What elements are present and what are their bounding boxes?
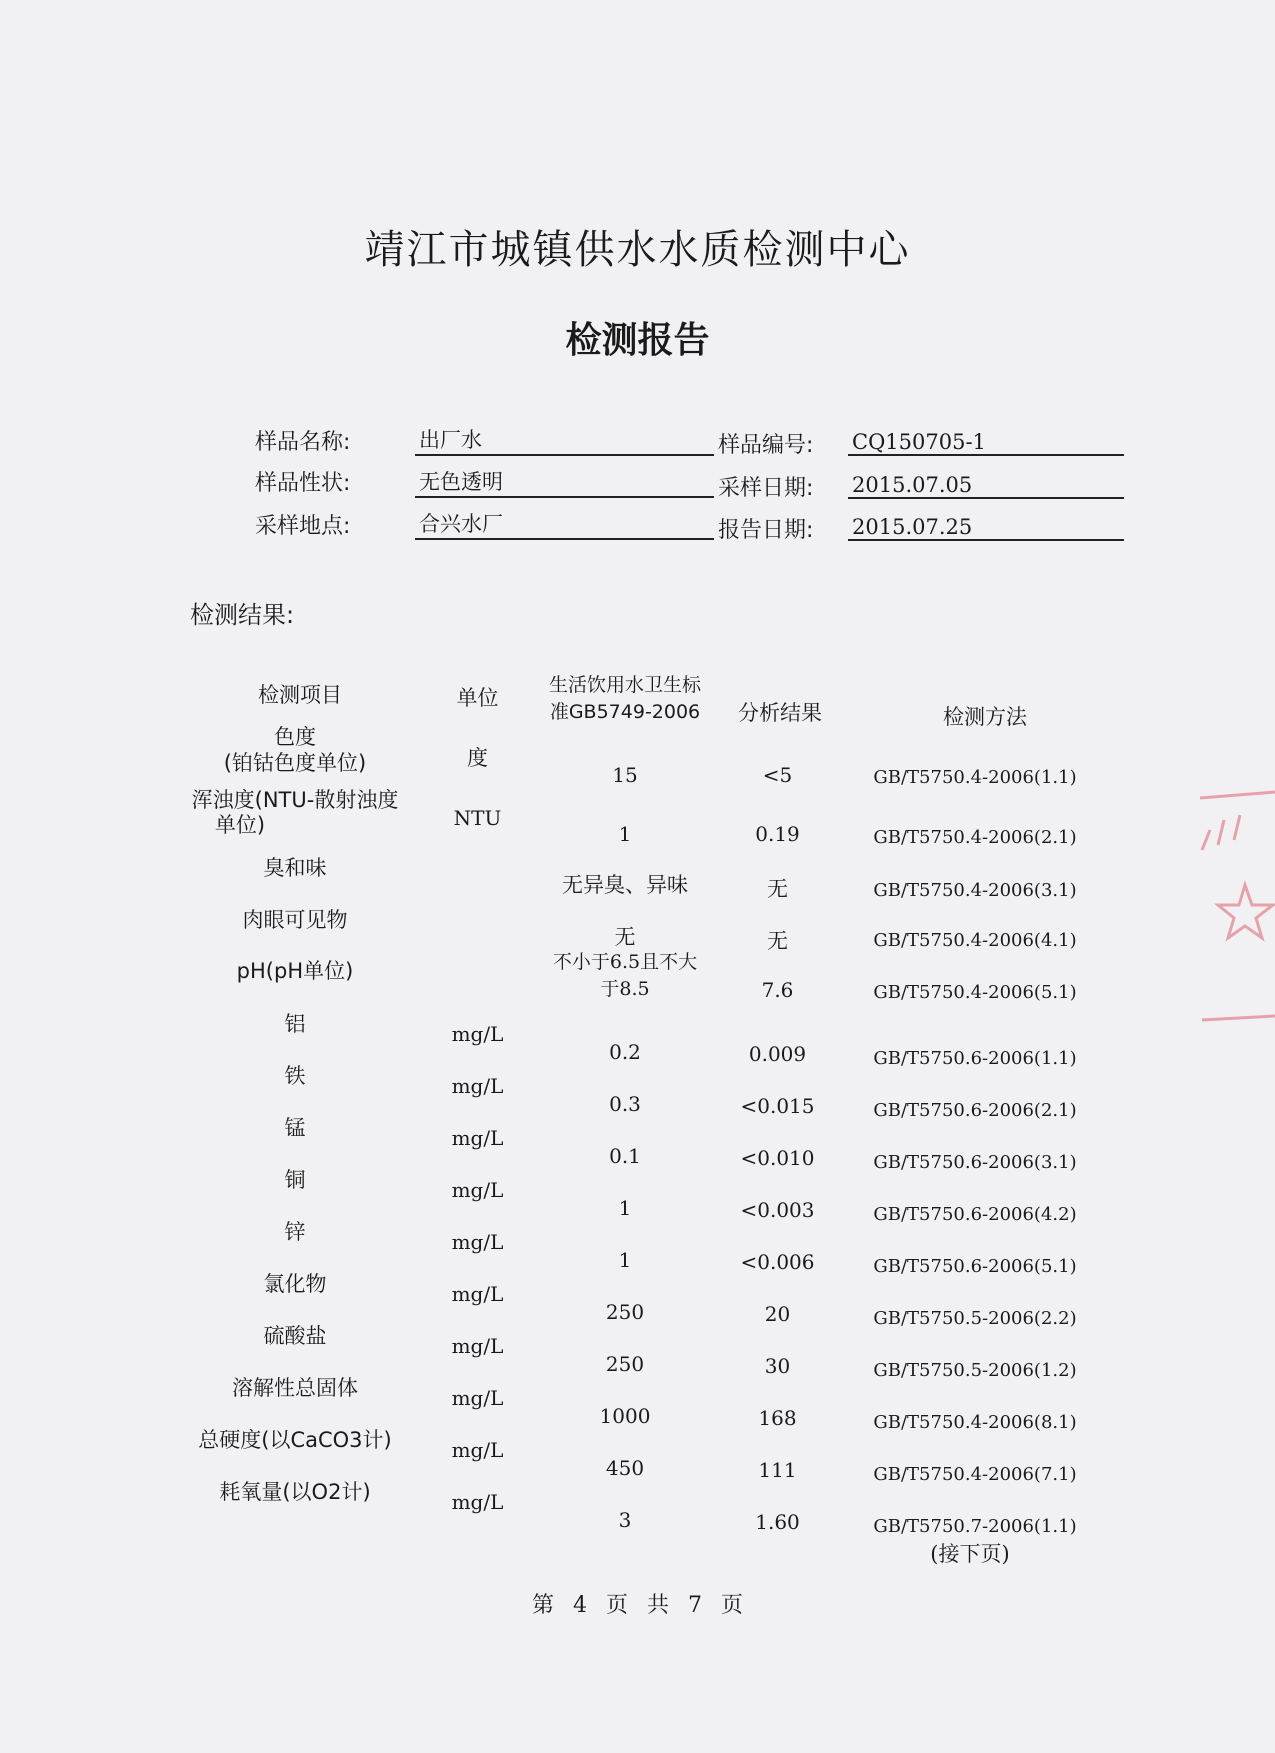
row-result: <0.003 bbox=[740, 1198, 815, 1222]
row-standard-line1: 不小于6.5且不大 bbox=[552, 951, 698, 973]
sample-name-value: 出厂水 bbox=[415, 424, 714, 456]
row-standard: 250 bbox=[605, 1300, 645, 1324]
row-name: 耗氧量(以O2计) bbox=[219, 1480, 371, 1504]
row-name: 色度 bbox=[274, 725, 316, 749]
report-date-value: 2015.07.25 bbox=[848, 515, 1124, 541]
row-unit: NTU bbox=[453, 806, 502, 830]
report-date-label: 报告日期: bbox=[718, 518, 814, 543]
row-name: 臭和味 bbox=[263, 856, 327, 880]
row-unit: mg/L bbox=[451, 1490, 504, 1514]
row-unit: mg/L bbox=[451, 1282, 504, 1306]
row-standard: 15 bbox=[612, 763, 638, 787]
pager-word-gong: 共 bbox=[647, 1593, 670, 1618]
sample-state-value: 无色透明 bbox=[415, 466, 714, 498]
row-result: <0.006 bbox=[740, 1250, 815, 1274]
row-standard: 0.1 bbox=[609, 1144, 641, 1168]
row-result: <0.015 bbox=[740, 1094, 815, 1118]
row-name: 锌 bbox=[284, 1220, 306, 1244]
header-result: 分析结果 bbox=[738, 701, 822, 725]
sample-number-value: CQ150705-1 bbox=[848, 430, 1124, 456]
row-result: 0.009 bbox=[748, 1042, 807, 1066]
header-method: 检测方法 bbox=[943, 705, 1027, 729]
seal-stamp-fragment bbox=[1190, 790, 1275, 1030]
row-method: GB/T5750.5-2006(2.2) bbox=[873, 1308, 1077, 1329]
header-standard-line1: 生活饮用水卫生标 bbox=[548, 674, 701, 696]
row-standard: 1 bbox=[618, 1196, 632, 1220]
row-name-line2: 单位) bbox=[214, 813, 266, 837]
sample-date-value: 2015.07.05 bbox=[848, 473, 1124, 499]
row-method: GB/T5750.4-2006(1.1) bbox=[873, 767, 1077, 788]
row-method: GB/T5750.7-2006(1.1) bbox=[873, 1516, 1077, 1537]
row-standard: 3 bbox=[618, 1508, 632, 1532]
row-unit: mg/L bbox=[451, 1230, 504, 1254]
row-result: 7.6 bbox=[761, 978, 794, 1002]
results-section-label: 检测结果: bbox=[190, 601, 295, 629]
report-title: 检测报告 bbox=[565, 320, 710, 361]
row-result: 无 bbox=[767, 929, 788, 953]
row-result: 0.19 bbox=[755, 822, 800, 846]
continued-note: (接下页) bbox=[930, 1542, 1010, 1566]
row-method: GB/T5750.4-2006(2.1) bbox=[873, 827, 1077, 848]
row-method: GB/T5750.6-2006(1.1) bbox=[873, 1048, 1077, 1069]
row-method: GB/T5750.5-2006(1.2) bbox=[873, 1360, 1077, 1381]
row-name: pH(pH单位) bbox=[236, 959, 354, 983]
row-result: 111 bbox=[758, 1458, 797, 1482]
row-standard: 1 bbox=[618, 822, 632, 846]
row-unit: mg/L bbox=[451, 1022, 504, 1046]
row-unit: mg/L bbox=[451, 1074, 504, 1098]
row-name: 铜 bbox=[284, 1168, 306, 1192]
row-name: 铝 bbox=[284, 1012, 306, 1036]
row-standard: 无异臭、异味 bbox=[562, 873, 688, 897]
row-unit: mg/L bbox=[451, 1438, 504, 1462]
row-unit: 度 bbox=[467, 746, 488, 770]
row-name: 铁 bbox=[284, 1064, 306, 1088]
row-unit: mg/L bbox=[451, 1334, 504, 1358]
page-number: 4 bbox=[572, 1593, 587, 1618]
row-result: 30 bbox=[764, 1354, 791, 1378]
sample-site-label: 采样地点: bbox=[255, 514, 351, 539]
row-standard: 0.2 bbox=[609, 1040, 641, 1064]
row-name: 锰 bbox=[284, 1116, 306, 1140]
row-standard: 250 bbox=[605, 1352, 645, 1376]
row-unit: mg/L bbox=[451, 1386, 504, 1410]
row-result: 1.60 bbox=[755, 1510, 800, 1534]
pager-word-di: 第 bbox=[531, 1593, 554, 1618]
row-result: <0.010 bbox=[740, 1146, 815, 1170]
row-name-line2: (铂钴色度单位) bbox=[223, 751, 367, 775]
row-standard: 1 bbox=[618, 1248, 632, 1272]
row-name: 肉眼可见物 bbox=[242, 908, 348, 932]
row-name: 总硬度(以CaCO3计) bbox=[198, 1428, 392, 1452]
row-name: 氯化物 bbox=[263, 1272, 327, 1296]
row-method: GB/T5750.6-2006(4.2) bbox=[873, 1204, 1077, 1225]
row-standard-line2: 于8.5 bbox=[600, 978, 650, 1000]
header-unit: 单位 bbox=[456, 686, 499, 710]
row-standard: 1000 bbox=[599, 1404, 651, 1428]
row-unit: mg/L bbox=[451, 1178, 504, 1202]
row-result: 168 bbox=[758, 1406, 797, 1430]
row-result: 无 bbox=[767, 877, 788, 901]
sample-state-label: 样品性状: bbox=[255, 471, 351, 496]
row-standard: 无 bbox=[614, 925, 636, 949]
row-standard: 450 bbox=[605, 1456, 645, 1480]
row-name: 硫酸盐 bbox=[263, 1324, 327, 1348]
row-method: GB/T5750.6-2006(3.1) bbox=[873, 1152, 1077, 1173]
row-method: GB/T5750.6-2006(2.1) bbox=[873, 1100, 1077, 1121]
pager-word-ye: 页 bbox=[605, 1593, 628, 1618]
row-result: 20 bbox=[764, 1302, 791, 1326]
row-method: GB/T5750.4-2006(5.1) bbox=[873, 982, 1077, 1003]
row-result: <5 bbox=[762, 763, 793, 787]
page-footer bbox=[0, 1588, 1275, 1619]
row-name: 溶解性总固体 bbox=[232, 1376, 358, 1400]
row-name: 浑浊度(NTU-散射浊度 bbox=[191, 788, 399, 812]
row-method: GB/T5750.4-2006(4.1) bbox=[873, 930, 1077, 951]
row-method: GB/T5750.4-2006(7.1) bbox=[873, 1464, 1077, 1485]
sample-site-value: 合兴水厂 bbox=[415, 508, 714, 540]
sample-name-label: 样品名称: bbox=[255, 430, 351, 455]
row-method: GB/T5750.4-2006(8.1) bbox=[873, 1412, 1077, 1433]
row-standard: 0.3 bbox=[609, 1092, 641, 1116]
header-item: 检测项目 bbox=[258, 683, 342, 707]
page-total: 7 bbox=[688, 1593, 703, 1618]
organization-title: 靖江市城镇供水水质检测中心 bbox=[364, 227, 911, 273]
header-standard-line2: 准GB5749-2006 bbox=[549, 701, 701, 723]
row-unit: mg/L bbox=[451, 1126, 504, 1150]
row-method: GB/T5750.4-2006(3.1) bbox=[873, 880, 1077, 901]
sample-date-label: 采样日期: bbox=[718, 476, 814, 501]
sample-number-label: 样品编号: bbox=[718, 433, 814, 458]
row-method: GB/T5750.6-2006(5.1) bbox=[873, 1256, 1077, 1277]
pager-word-ye2: 页 bbox=[721, 1593, 744, 1618]
